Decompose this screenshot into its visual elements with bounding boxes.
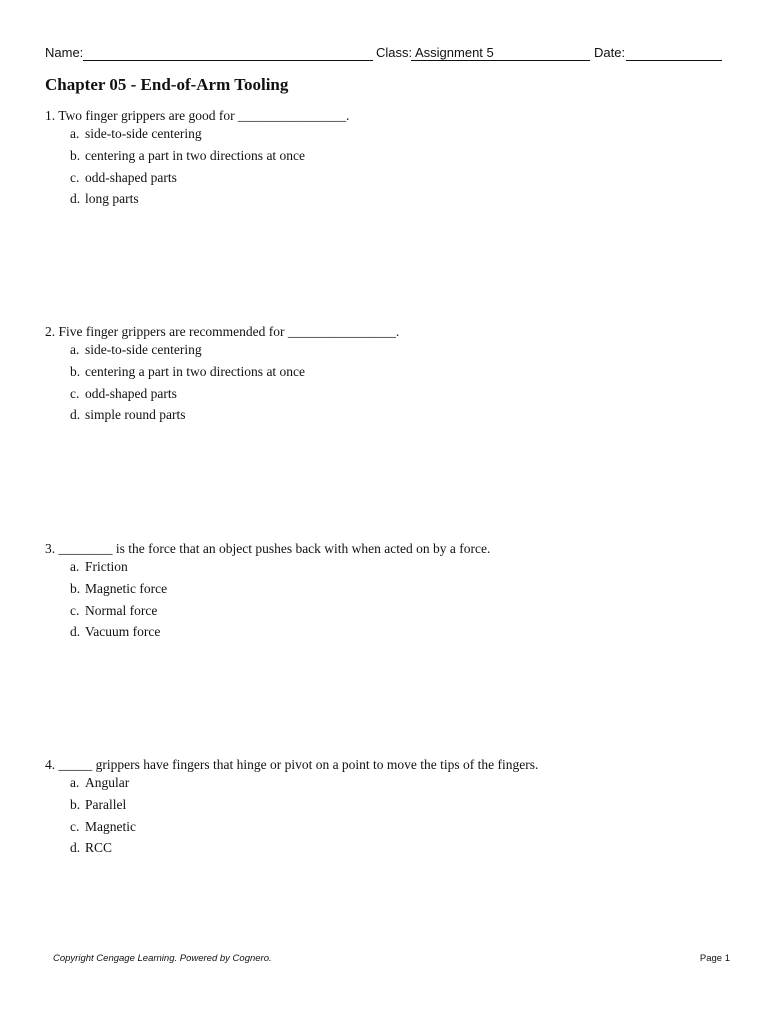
choice-item[interactable] — [70, 818, 538, 840]
question-2 — [45, 323, 399, 428]
choice-letter: d. — [70, 191, 81, 207]
question-3 — [45, 540, 490, 645]
date-label: Date: — [594, 45, 626, 60]
choice-letter: a. — [70, 342, 80, 357]
name-label: Name: — [45, 45, 84, 60]
choice-item[interactable] — [70, 602, 490, 624]
class-field[interactable] — [411, 45, 590, 61]
choice-text: Friction — [85, 559, 128, 574]
choice-letter: a. — [70, 126, 80, 141]
class-value: Assignment 5 — [415, 45, 494, 60]
footer-copyright: Copyright Cengage Learning. Powered by Cognero. — [53, 953, 272, 964]
date-field[interactable] — [626, 45, 722, 61]
choice-item[interactable] — [70, 147, 349, 169]
choice-text: centering a part in two directions at once — [85, 147, 306, 163]
choice-letter: d. — [70, 840, 81, 856]
choice-letter: c. — [70, 818, 80, 834]
choice-item[interactable] — [70, 385, 399, 407]
question-1 — [45, 107, 349, 212]
question-4 — [45, 756, 538, 861]
choice-text: odd-shaped parts — [85, 169, 177, 185]
choice-item[interactable] — [70, 125, 349, 147]
choice-letter: b. — [70, 796, 81, 812]
choice-letter: a. — [70, 775, 80, 790]
choice-text: Vacuum force — [85, 624, 161, 640]
choice-item[interactable] — [70, 169, 349, 191]
choice-item[interactable] — [70, 623, 490, 645]
choice-letter: b. — [70, 363, 81, 379]
choice-item[interactable] — [70, 406, 399, 428]
choice-letter: d. — [70, 407, 81, 423]
question-stem: 2. Five finger grippers are recommended for ________________. — [45, 324, 400, 339]
choice-item[interactable] — [70, 580, 490, 602]
choice-list — [70, 774, 538, 861]
choice-item[interactable] — [70, 363, 399, 385]
name-field[interactable] — [83, 45, 373, 61]
choice-text: odd-shaped parts — [85, 385, 177, 401]
class-label: Class: — [376, 45, 413, 60]
choice-text: Magnetic force — [85, 580, 168, 596]
choice-text: side-to-side centering — [85, 126, 202, 141]
choice-item[interactable] — [70, 190, 349, 212]
choice-text: RCC — [85, 840, 113, 856]
choice-text: long parts — [85, 191, 139, 207]
choice-text: centering a part in two directions at once — [85, 363, 306, 379]
choice-item[interactable] — [70, 341, 399, 363]
choice-text: Angular — [85, 775, 130, 790]
question-stem: 4. _____ grippers have fingers that hinge or pivot on a point to move the tips of the fingers. — [45, 757, 539, 772]
choice-list — [70, 558, 490, 645]
page-title: Chapter 05 - End-of-Arm Tooling — [45, 75, 289, 94]
choice-letter: c. — [70, 169, 80, 185]
choice-item[interactable] — [70, 774, 538, 796]
choice-text: side-to-side centering — [85, 342, 202, 357]
choice-text: Normal force — [85, 602, 158, 618]
choice-letter: c. — [70, 385, 80, 401]
choice-text: simple round parts — [85, 407, 186, 423]
choice-item[interactable] — [70, 796, 538, 818]
choice-item[interactable] — [70, 839, 538, 861]
choice-list — [70, 125, 349, 212]
choice-letter: b. — [70, 147, 81, 163]
question-stem: 1. Two finger grippers are good for ________________. — [45, 108, 350, 123]
choice-letter: a. — [70, 559, 80, 574]
choice-text: Magnetic — [85, 818, 136, 834]
page-number: Page 1 — [699, 953, 730, 964]
choice-letter: b. — [70, 580, 81, 596]
choice-letter: c. — [70, 602, 80, 618]
question-stem: 3. ________ is the force that an object pushes back with when acted on by a force. — [45, 541, 491, 556]
choice-text: Parallel — [85, 796, 127, 812]
choice-list — [70, 341, 399, 428]
choice-letter: d. — [70, 624, 81, 640]
choice-item[interactable] — [70, 558, 490, 580]
